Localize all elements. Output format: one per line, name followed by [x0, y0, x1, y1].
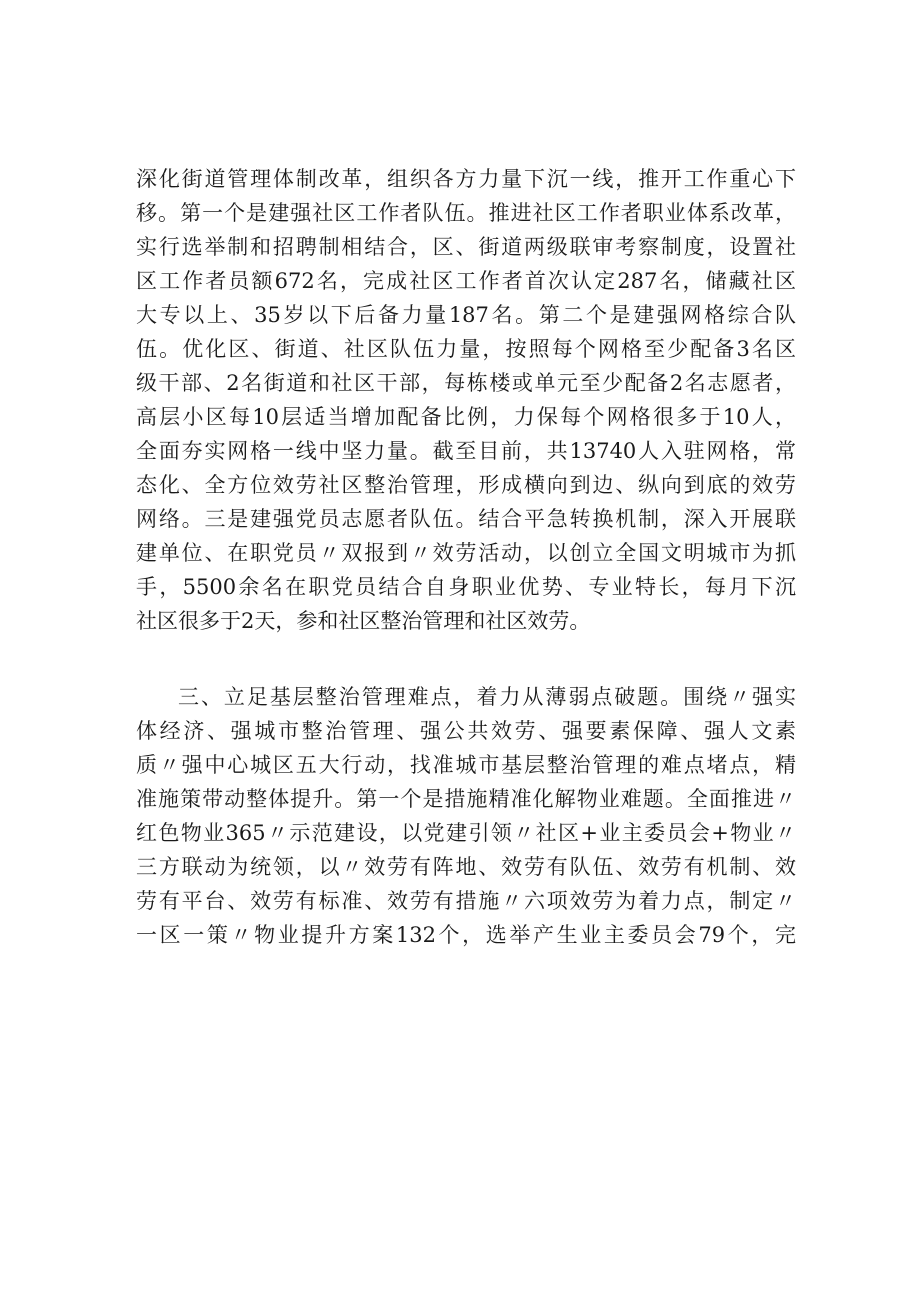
text-line: 质〃强中心城区五大行动，找准城市基层整治管理的难点堵点，精	[136, 753, 796, 777]
text-line: 手，5500余名在职党员结合自身职业优势、专业特长，每月下沉	[136, 575, 796, 599]
text-line: 高层小区每10层适当增加配备比例，力保每个网格很多于10人，	[136, 405, 796, 429]
text-line: 大专以上、35岁以下后备力量187名。第二个是建强网格综合队	[136, 303, 796, 327]
paragraph-spacer	[136, 638, 796, 680]
text-line: 网络。三是建强党员志愿者队伍。结合平急转换机制，深入开展联	[136, 507, 796, 531]
text-line: 社区很多于2天，参和社区整治管理和社区效劳。	[136, 609, 591, 633]
text-line: 三、立足基层整治管理难点，着力从薄弱点破题。围绕〃强实	[178, 685, 796, 709]
text-line: 全面夯实网格一线中坚力量。截至目前，共13740人入驻网格，常	[136, 439, 796, 463]
text-line: 实行选举制和招聘制相结合，区、街道两级联审考察制度，设置社	[136, 235, 796, 259]
text-line: 准施策带动整体提升。第一个是措施精准化解物业难题。全面推进〃	[136, 787, 796, 811]
text-line: 建单位、在职党员〃双报到〃效劳活动，以创立全国文明城市为抓	[136, 541, 796, 565]
text-line: 三方联动为统领，以〃效劳有阵地、效劳有队伍、效劳有机制、效	[136, 855, 796, 879]
paragraph-1	[136, 162, 796, 638]
text-line: 深化街道管理体制改革，组织各方力量下沉一线，推开工作重心下	[136, 167, 796, 191]
text-line: 级干部、2名街道和社区干部，每栋楼或单元至少配备2名志愿者，	[136, 371, 796, 395]
document-body	[136, 162, 796, 952]
text-line: 移。第一个是建强社区工作者队伍。推进社区工作者职业体系改革，	[136, 201, 796, 225]
text-line: 一区一策〃物业提升方案132个，选举产生业主委员会79个，完	[136, 923, 796, 947]
text-line: 劳有平台、效劳有标准、效劳有措施〃六项效劳为着力点，制定〃	[136, 889, 796, 913]
text-line: 体经济、强城市整治管理、强公共效劳、强要素保障、强人文素	[136, 719, 796, 743]
text-line: 伍。优化区、街道、社区队伍力量，按照每个网格至少配备3名区	[136, 337, 796, 361]
text-line: 态化、全方位效劳社区整治管理，形成横向到边、纵向到底的效劳	[136, 473, 796, 497]
paragraph-2	[136, 680, 796, 952]
text-line: 红色物业365〃示范建设，以党建引领〃社区+业主委员会+物业〃	[136, 821, 796, 845]
text-line: 区工作者员额672名，完成社区工作者首次认定287名，储藏社区	[136, 269, 796, 293]
